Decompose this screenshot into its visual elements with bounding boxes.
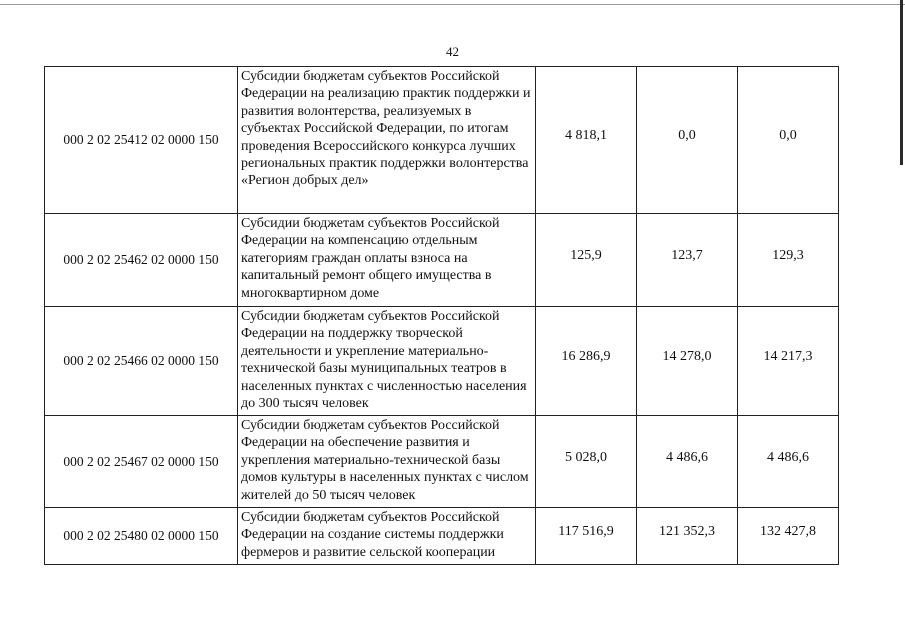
value-text: 121 352,3 bbox=[659, 524, 715, 539]
value-text: 16 286,9 bbox=[561, 349, 611, 364]
value-cell-year-2 bbox=[637, 214, 738, 307]
value-cell-year-1 bbox=[536, 416, 637, 508]
value-text: 5 028,0 bbox=[565, 449, 607, 465]
value-cell-year-1 bbox=[536, 307, 637, 416]
description-cell: Субсидии бюджетам субъектов Российской Федерации на реализацию практик поддержки и развития волонтерства, реализуемых в субъектах Российской Федерации, по итогам проведения Всероссийского конкурса лучших региональных практик поддержки волонтерства «Регион добрых дел» bbox=[238, 67, 536, 214]
table-row bbox=[45, 508, 839, 565]
value-cell-year-3 bbox=[738, 214, 839, 307]
value-text: 14 217,3 bbox=[763, 349, 813, 364]
value-text: 0,0 bbox=[678, 128, 696, 143]
value-cell-year-2 bbox=[637, 307, 738, 416]
value-cell-year-2 bbox=[637, 67, 738, 214]
value-text: 123,7 bbox=[671, 248, 703, 263]
value-text: 125,9 bbox=[570, 248, 602, 263]
value-text: 129,3 bbox=[772, 248, 804, 263]
budget-code-cell: 000 2 02 25467 02 0000 150 bbox=[45, 416, 238, 508]
budget-code-cell: 000 2 02 25462 02 0000 150 bbox=[45, 214, 238, 307]
value-cell-year-2 bbox=[637, 508, 738, 565]
description-cell: Субсидии бюджетам субъектов Российской Федерации на поддержку творческой деятельности и укрепление материально-технической базы муниципальных театров в населенных пунктах с численностью населения до 300 тысяч человек bbox=[238, 307, 536, 416]
value-cell-year-3 bbox=[738, 307, 839, 416]
table-row bbox=[45, 67, 839, 214]
value-text: 4 486,6 bbox=[767, 449, 809, 465]
scan-right-edge-mark bbox=[900, 0, 903, 165]
value-text: 0,0 bbox=[779, 128, 797, 143]
value-cell-year-3 bbox=[738, 67, 839, 214]
description-cell: Субсидии бюджетам субъектов Российской Федерации на обеспечение развития и укрепления материально-технической базы домов культуры в населенных пунктах с числом жителей до 50 тысяч человек bbox=[238, 416, 536, 508]
description-cell: Субсидии бюджетам субъектов Российской Федерации на компенсацию отдельным категориям граждан оплаты взноса на капитальный ремонт общего имущества в многоквартирном доме bbox=[238, 214, 536, 307]
value-text: 4 818,1 bbox=[565, 128, 607, 143]
value-cell-year-1 bbox=[536, 67, 637, 214]
value-cell-year-1 bbox=[536, 508, 637, 565]
value-text: 132 427,8 bbox=[760, 524, 816, 539]
value-cell-year-3 bbox=[738, 416, 839, 508]
budget-code-cell: 000 2 02 25480 02 0000 150 bbox=[45, 508, 238, 565]
value-cell-year-3 bbox=[738, 508, 839, 565]
scan-top-edge-line bbox=[0, 4, 905, 5]
value-text: 14 278,0 bbox=[662, 349, 712, 364]
budget-code-cell: 000 2 02 25412 02 0000 150 bbox=[45, 67, 238, 214]
budget-table bbox=[44, 66, 839, 565]
value-text: 4 486,6 bbox=[666, 449, 708, 465]
table-row bbox=[45, 307, 839, 416]
budget-code-cell: 000 2 02 25466 02 0000 150 bbox=[45, 307, 238, 416]
value-text: 117 516,9 bbox=[558, 524, 614, 539]
page-number: 42 bbox=[446, 44, 459, 59]
value-cell-year-1 bbox=[536, 214, 637, 307]
description-cell: Субсидии бюджетам субъектов Российской Федерации на создание системы поддержки фермеров и развитие сельской кооперации bbox=[238, 508, 536, 565]
value-cell-year-2 bbox=[637, 416, 738, 508]
table-row bbox=[45, 416, 839, 508]
table-row bbox=[45, 214, 839, 307]
